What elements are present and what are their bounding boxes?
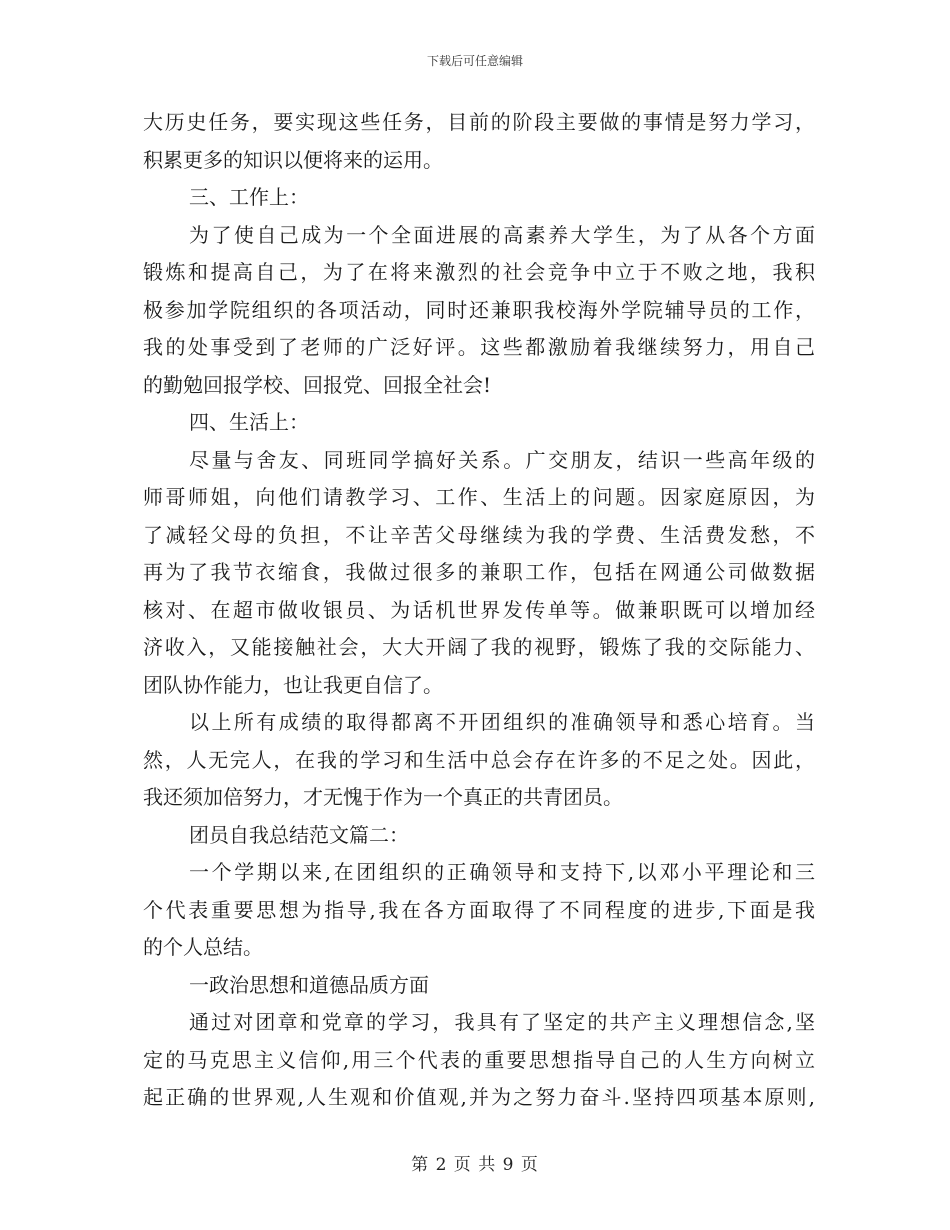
text-line: 的勤勉回报学校、回报党、回报全社会! (143, 372, 492, 397)
text-line: 起正确的世界观,人生观和价值观,并为之努力奋斗.坚持四项基本原则, (143, 1085, 815, 1109)
text-line: 我的处事受到了老师的广泛好评。这些都激励着我继续努力，用自己 (143, 335, 815, 359)
text-line: 了减轻父母的负担，不让辛苦父母继续为我的学费、生活费发愁，不 (143, 522, 815, 547)
text-line: 通过对团章和党章的学习，我具有了坚定的共产主义理想信念,坚 (189, 1010, 815, 1034)
page-header-note: 下载后可任意编辑 (426, 54, 523, 68)
text-line: 锻炼和提高自己，为了在将来激烈的社会竞争中立于不败之地，我积 (143, 260, 815, 284)
text-line: 我还须加倍努力，才无愧于作为一个真正的共青团员。 (143, 785, 623, 809)
text-line: 为了使自己成为一个全面进展的高素养大学生，为了从各个方面 (189, 222, 815, 247)
text-line: 一政治思想和道德品质方面 (189, 972, 429, 997)
text-line: 济收入，又能接触社会，大大开阔了我的视野，锻炼了我的交际能力、 (143, 635, 815, 659)
text-line: 大历史任务，要实现这些任务，目前的阶段主要做的事情是努力学习， (143, 110, 815, 134)
text-line: 尽量与舍友、同班同学搞好关系。广交朋友，结识一些高年级的 (189, 447, 815, 472)
text-line: 的个人总结。 (143, 935, 263, 959)
text-line: 团员自我总结范文篇二： (189, 822, 409, 847)
text-line: 三、工作上： (189, 185, 309, 209)
text-line: 定的马克思主义信仰,用三个代表的重要思想指导自己的人生方向树立 (143, 1047, 815, 1072)
text-line: 然，人无完人，在我的学习和生活中总会存在许多的不足之处。因此， (143, 747, 815, 772)
text-line: 以上所有成绩的取得都离不开团组织的准确领导和悉心培育。当 (189, 710, 815, 734)
text-line: 积累更多的知识以便将来的运用。 (143, 147, 443, 172)
document-body (143, 104, 815, 1117)
text-line: 极参加学院组织的各项活动，同时还兼职我校海外学院辅导员的工作， (143, 297, 815, 322)
text-line: 团队协作能力，也让我更自信了。 (143, 672, 443, 697)
text-line: 四、生活上： (189, 410, 309, 434)
text-line: 再为了我节衣缩食，我做过很多的兼职工作，包括在网通公司做数据 (143, 560, 815, 584)
text-line: 核对、在超市做收银员、为话机世界发传单等。做兼职既可以增加经 (143, 597, 815, 622)
page-number-footer: 第 2 页 共 9 页 (411, 1155, 539, 1175)
text-line: 个代表重要思想为指导,我在各方面取得了不同程度的进步,下面是我 (143, 897, 815, 922)
text-line: 师哥师姐，向他们请教学习、工作、生活上的问题。因家庭原因，为 (143, 485, 815, 509)
text-line: 一个学期以来,在团组织的正确领导和支持下,以邓小平理论和三 (189, 860, 815, 884)
